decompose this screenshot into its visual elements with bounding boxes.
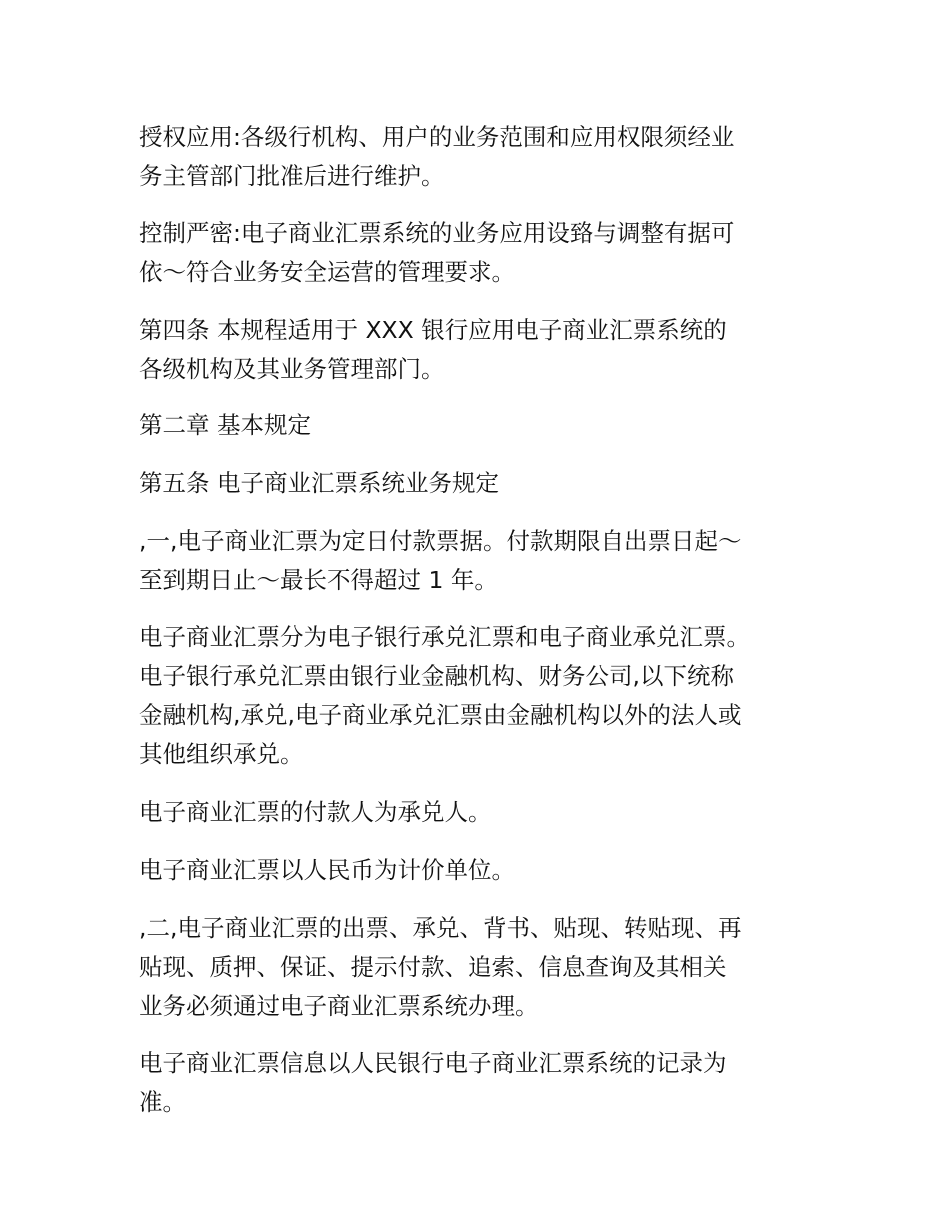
text-line: 贴现、质押、保证、提示付款、追索、信息查询及其相关	[139, 953, 727, 981]
paragraph-article-4	[139, 311, 829, 389]
text-line: 授权应用:各级行机构、用户的业务范围和应用权限须经业	[139, 123, 735, 151]
text-line: 第二章 基本规定	[139, 411, 311, 439]
text-line: 控制严密:电子商业汇票系统的业务应用设臵与调整有据可	[139, 219, 735, 247]
paragraph-authorization	[139, 118, 829, 196]
text-line: 电子商业汇票以人民币为计价单位。	[139, 856, 515, 884]
paragraph-bill-types	[139, 618, 829, 774]
paragraph-currency	[139, 851, 829, 890]
paragraph-clause-2	[139, 909, 829, 1026]
chapter-heading	[139, 406, 829, 445]
text-line: 电子银行承兑汇票由银行业金融机构、财务公司,以下统称	[139, 662, 734, 690]
text-line: 其他组织承兑。	[139, 740, 304, 768]
text-line: 准。	[139, 1088, 186, 1116]
text-line: 电子商业汇票分为电子银行承兑汇票和电子商业承兑汇票。	[139, 623, 750, 651]
text-line: ,二,电子商业汇票的出票、承兑、背书、贴现、转贴现、再	[139, 914, 742, 942]
text-line: 金融机构,承兑,电子商业承兑汇票由金融机构以外的法人或	[139, 701, 742, 729]
text-line: 各级机构及其业务管理部门。	[139, 355, 445, 383]
text-line: 依～符合业务安全运营的管理要求。	[139, 258, 515, 286]
paragraph-control	[139, 214, 829, 292]
text-line: ,一,电子商业汇票为定日付款票据。付款期限自出票日起～	[139, 527, 742, 555]
text-line: 电子商业汇票信息以人民银行电子商业汇票系统的记录为	[139, 1049, 727, 1077]
text-line: 至到期日止～最长不得超过 1 年。	[139, 566, 498, 594]
text-line: 电子商业汇票的付款人为承兑人。	[139, 798, 492, 826]
paragraph-clause-1	[139, 522, 829, 600]
article-heading	[139, 464, 829, 503]
text-line: 第四条 本规程适用于 XXX 银行应用电子商业汇票系统的	[139, 316, 727, 344]
text-line: 业务必须通过电子商业汇票系统办理。	[139, 992, 539, 1020]
text-line: 务主管部门批准后进行维护。	[139, 162, 445, 190]
paragraph-payer	[139, 793, 829, 832]
text-line: 第五条 电子商业汇票系统业务规定	[139, 469, 499, 497]
paragraph-records	[139, 1044, 829, 1122]
